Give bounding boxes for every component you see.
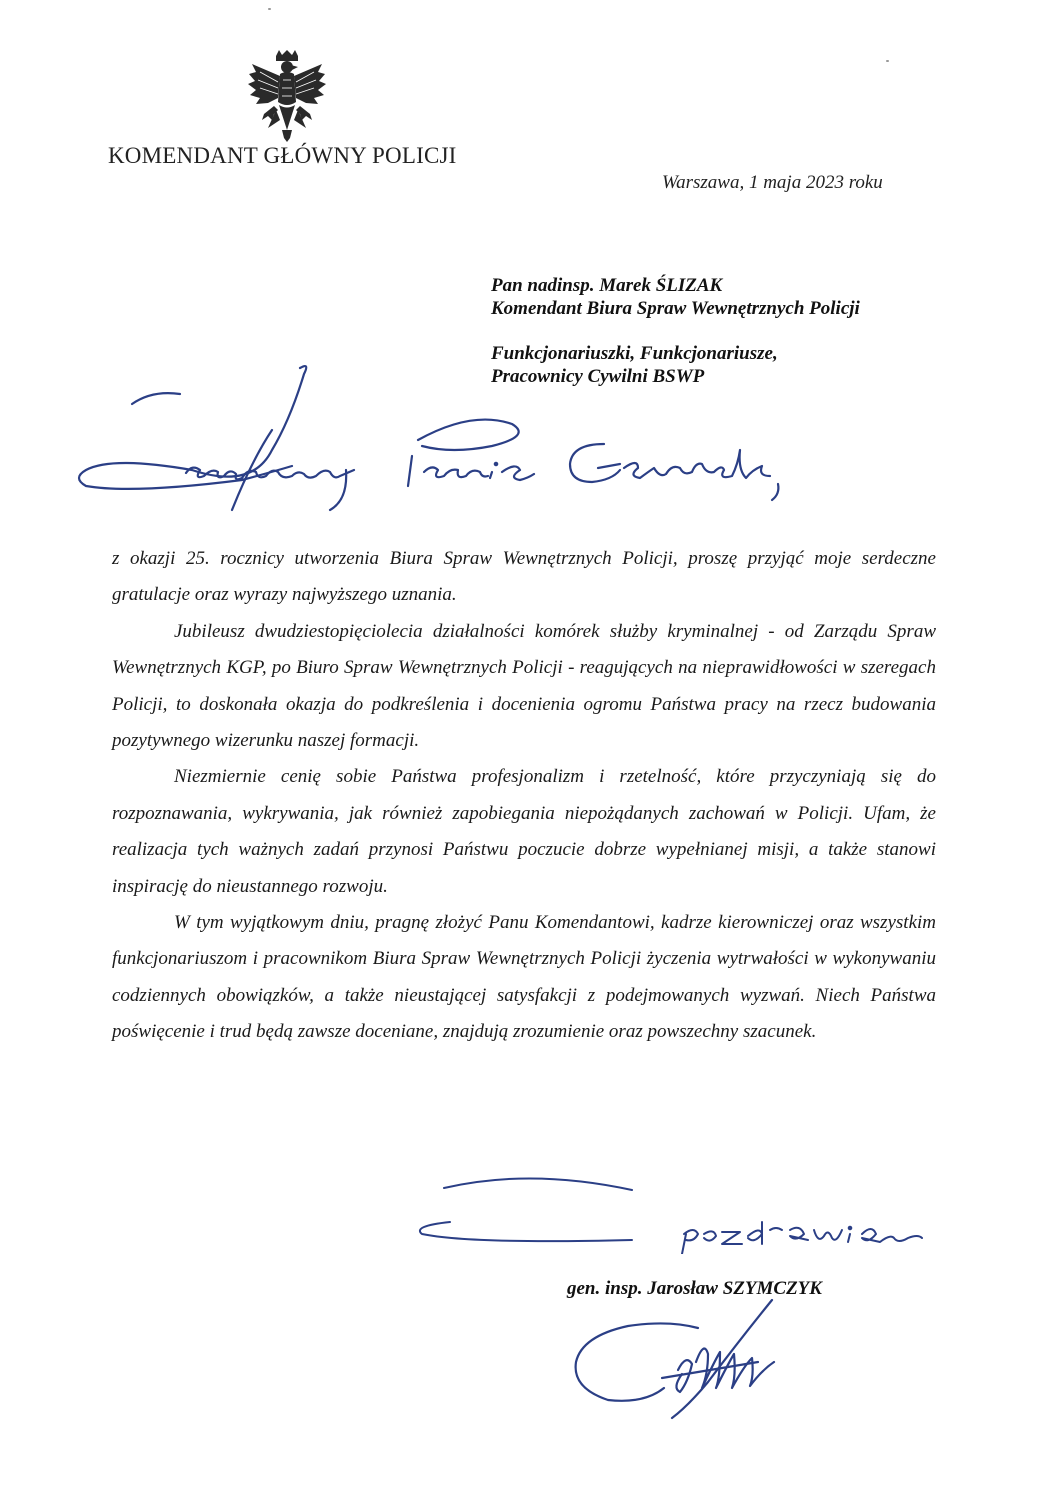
recipient-line: Pracownicy Cywilni BSWP (491, 366, 705, 387)
recipient-line: Funkcjonariuszki, Funkcjonariusze, (491, 343, 778, 364)
body-paragraph: Jubileusz dwudziestopięciolecia działalności komórek służby kryminalnej - od Zarządu Spraw Wewnętrznych KGP, po Biuro Spraw Wewnętrznych Policji - reagujących na nieprawidłowości w szeregach Policji, to doskonała okazja do podkreślenia i docenienia ogromu Państwa pracy na rzecz budowania pozytywnego wizerunku naszej formacji. (112, 620, 936, 752)
handwritten-greeting (72, 360, 792, 530)
body-paragraph: W tym wyjątkowym dniu, pragnę złożyć Panu Komendantowi, kadrze kierowniczej oraz wszystkim funkcjonariuszom i pracownikom Biura Spraw Wewnętrznych Policji życzenia wytrwałości w wykonywaniu codziennych obowiązków, a także nieustającej satysfakcji z podejmowanych wyzwań. Niech Państwa poświęcenie i trud będą zawsze doceniane, znajdują zrozumienie oraz powszechny szacunek. (112, 912, 936, 1043)
signer-name: gen. insp. Jarosław SZYMCZYK (567, 1278, 822, 1299)
handwritten-signature (568, 1292, 818, 1422)
letter-body (112, 541, 936, 1051)
recipient-line: Pan nadinsp. Marek ŚLIZAK (491, 275, 723, 296)
date-line: Warszawa, 1 maja 2023 roku (662, 172, 883, 193)
recipient-line: Komendant Biura Spraw Wewnętrznych Policji (491, 298, 860, 319)
body-paragraph: z okazji 25. rocznicy utworzenia Biura Spraw Wewnętrznych Policji, proszę przyjąć moje serdeczne gratulacje oraz wyrazy najwyższego uznania. (112, 548, 936, 606)
handwritten-closing (410, 1164, 940, 1254)
scan-speck (886, 60, 889, 62)
polish-eagle-emblem-icon (246, 50, 328, 142)
body-paragraph: Niezmiernie cenię sobie Państwa profesjonalizm i rzetelność, które przyczyniają się do rozpoznawania, wykrywania, jak również zapobiegania niepożądanych zachowań w Policji. Ufam, że realizacja tych ważnych zadań przynosi Państwu poczucie dobrze wypełnianej misji, a także stanowi inspirację do nieustannego rozwoju. (112, 766, 936, 897)
scan-speck (268, 8, 271, 10)
institution-name: KOMENDANT GŁÓWNY POLICJI (108, 143, 457, 168)
